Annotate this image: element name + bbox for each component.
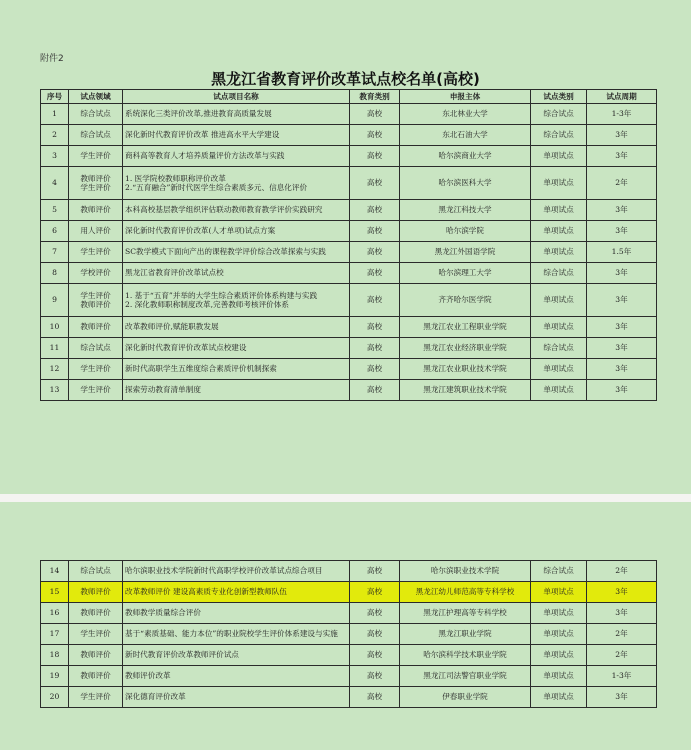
cell-type: 单项试点 [531,359,587,380]
table-row [41,200,657,221]
cell-category: 高校 [350,359,400,380]
cell-no: 7 [41,242,69,263]
cell-no: 5 [41,200,69,221]
cell-category: 高校 [350,666,400,687]
cell-field: 学生评价 [69,687,123,708]
cell-field: 综合试点 [69,561,123,582]
col-header-project: 试点项目名称 [123,90,350,104]
cell-period: 3年 [587,221,657,242]
cell-project: 深化新时代教育评价改革(人才单项)试点方案 [123,221,350,242]
cell-no: 4 [41,167,69,200]
col-header-type: 试点类别 [531,90,587,104]
cell-type: 单项试点 [531,624,587,645]
cell-period: 2年 [587,624,657,645]
cell-applicant: 黑龙江外国语学院 [400,242,531,263]
cell-category: 高校 [350,561,400,582]
cell-applicant: 哈尔滨医科大学 [400,167,531,200]
cell-period: 3年 [587,125,657,146]
cell-type: 单项试点 [531,221,587,242]
cell-no: 10 [41,317,69,338]
table-row [41,104,657,125]
cell-project: 哈尔滨职业技术学院新时代高职学校评价改革试点综合项目 [123,561,350,582]
cell-category: 高校 [350,221,400,242]
cell-applicant: 黑龙江幼儿师范高等专科学校 [400,582,531,603]
table-row [41,666,657,687]
cell-applicant: 东北林业大学 [400,104,531,125]
table-row [41,380,657,401]
table-row [41,624,657,645]
table-row [41,284,657,317]
cell-project: 新时代高职学生五维度综合素质评价机制探索 [123,359,350,380]
cell-type: 单项试点 [531,687,587,708]
cell-type: 单项试点 [531,284,587,317]
cell-project: 深化新时代教育评价改革试点校建设 [123,338,350,359]
cell-field: 综合试点 [69,125,123,146]
cell-category: 高校 [350,603,400,624]
table-row [41,645,657,666]
cell-project: 商科高等教育人才培养质量评价方法改革与实践 [123,146,350,167]
document-title: 黑龙江省教育评价改革试点校名单(高校) [211,70,480,88]
cell-category: 高校 [350,125,400,146]
cell-category: 高校 [350,146,400,167]
cell-type: 单项试点 [531,666,587,687]
cell-applicant: 黑龙江职业学院 [400,624,531,645]
cell-category: 高校 [350,338,400,359]
table-row [41,603,657,624]
cell-no: 13 [41,380,69,401]
cell-no: 8 [41,263,69,284]
cell-type: 综合试点 [531,338,587,359]
col-header-field: 试点领域 [69,90,123,104]
cell-period: 3年 [587,603,657,624]
table-row [41,263,657,284]
table-row [41,338,657,359]
cell-field: 教师评价 [69,200,123,221]
cell-project: 1. 医学院校教师职称评价改革 2.“五育融合”新时代医学生综合素质多元、信息化评价 [123,167,350,200]
cell-period: 3年 [587,380,657,401]
cell-project: 探索劳动教育清单制度 [123,380,350,401]
cell-project: 教师教学质量综合评价 [123,603,350,624]
cell-no: 15 [41,582,69,603]
cell-field: 教师评价 [69,317,123,338]
table-row [41,167,657,200]
cell-no: 18 [41,645,69,666]
cell-type: 单项试点 [531,242,587,263]
cell-period: 3年 [587,338,657,359]
table-row [41,561,657,582]
cell-category: 高校 [350,624,400,645]
cell-period: 3年 [587,317,657,338]
cell-no: 19 [41,666,69,687]
cell-applicant: 哈尔滨理工大学 [400,263,531,284]
cell-category: 高校 [350,242,400,263]
cell-category: 高校 [350,167,400,200]
cell-field: 教师评价 [69,603,123,624]
cell-project: 改革教师评价 建设高素质专业化创新型教师队伍 [123,582,350,603]
cell-type: 单项试点 [531,645,587,666]
cell-period: 1-3年 [587,666,657,687]
table-row [41,146,657,167]
cell-applicant: 黑龙江护理高等专科学校 [400,603,531,624]
cell-type: 单项试点 [531,200,587,221]
cell-field: 教师评价 [69,666,123,687]
cell-no: 20 [41,687,69,708]
cell-field: 学生评价 [69,242,123,263]
cell-no: 11 [41,338,69,359]
cell-applicant: 黑龙江科技大学 [400,200,531,221]
cell-type: 单项试点 [531,603,587,624]
table-row [41,242,657,263]
cell-no: 14 [41,561,69,582]
cell-category: 高校 [350,582,400,603]
col-header-period: 试点周期 [587,90,657,104]
cell-type: 单项试点 [531,380,587,401]
cell-category: 高校 [350,104,400,125]
attachment-label: 附件2 [40,54,64,64]
cell-project: 基于“素质基础、能力本位”的职业院校学生评价体系建设与实施 [123,624,350,645]
table-row [41,317,657,338]
cell-field: 教师评价 学生评价 [69,167,123,200]
cell-period: 2年 [587,645,657,666]
cell-field: 学校评价 [69,263,123,284]
cell-no: 3 [41,146,69,167]
cell-applicant: 黑龙江建筑职业技术学院 [400,380,531,401]
cell-type: 单项试点 [531,582,587,603]
cell-type: 综合试点 [531,561,587,582]
cell-project: 系统深化三类评价改革,推进教育高质量发展 [123,104,350,125]
cell-no: 12 [41,359,69,380]
cell-type: 综合试点 [531,263,587,284]
table-row [41,221,657,242]
cell-period: 3年 [587,146,657,167]
cell-period: 3年 [587,359,657,380]
pilot-schools-table [40,89,657,401]
cell-applicant: 哈尔滨职业技术学院 [400,561,531,582]
cell-field: 学生评价 [69,380,123,401]
cell-type: 单项试点 [531,146,587,167]
cell-category: 高校 [350,687,400,708]
cell-no: 2 [41,125,69,146]
cell-project: 新时代教育评价改革教师评价试点 [123,645,350,666]
cell-field: 综合试点 [69,104,123,125]
cell-category: 高校 [350,284,400,317]
cell-applicant: 哈尔滨学院 [400,221,531,242]
cell-period: 2年 [587,561,657,582]
cell-applicant: 齐齐哈尔医学院 [400,284,531,317]
cell-applicant: 黑龙江司法警官职业学院 [400,666,531,687]
cell-period: 3年 [587,284,657,317]
cell-period: 3年 [587,582,657,603]
cell-type: 单项试点 [531,167,587,200]
cell-field: 教师评价 [69,645,123,666]
cell-period: 3年 [587,687,657,708]
table-row [41,359,657,380]
cell-project: 教师评价改革 [123,666,350,687]
col-header-no: 序号 [41,90,69,104]
cell-period: 3年 [587,200,657,221]
table-row [41,125,657,146]
cell-field: 综合试点 [69,338,123,359]
cell-no: 17 [41,624,69,645]
cell-project: 黑龙江省教育评价改革试点校 [123,263,350,284]
cell-project: 1. 基于“五育”并举的大学生综合素质评价体系构建与实践 2. 深化教师职称制度改革,完善教师考核评价体系 [123,284,350,317]
col-header-category: 教育类别 [350,90,400,104]
cell-no: 6 [41,221,69,242]
cell-applicant: 伊春职业学院 [400,687,531,708]
cell-field: 学生评价 [69,359,123,380]
cell-field: 学生评价 [69,146,123,167]
cell-type: 单项试点 [531,317,587,338]
cell-category: 高校 [350,317,400,338]
cell-type: 综合试点 [531,125,587,146]
table-row [41,687,657,708]
cell-applicant: 黑龙江农业经济职业学院 [400,338,531,359]
table-row [41,582,657,603]
cell-project: SC教学模式下面向产出的课程教学评价综合改革探索与实践 [123,242,350,263]
cell-field: 学生评价 [69,624,123,645]
cell-period: 2年 [587,167,657,200]
cell-field: 用人评价 [69,221,123,242]
cell-category: 高校 [350,263,400,284]
cell-category: 高校 [350,380,400,401]
cell-applicant: 哈尔滨商业大学 [400,146,531,167]
cell-project: 改革教师评价,赋能职教发展 [123,317,350,338]
cell-field: 教师评价 [69,582,123,603]
cell-period: 1-3年 [587,104,657,125]
cell-project: 深化新时代教育评价改革 推进高水平大学建设 [123,125,350,146]
col-header-applicant: 申报主体 [400,90,531,104]
cell-type: 综合试点 [531,104,587,125]
cell-no: 16 [41,603,69,624]
cell-project: 深化德育评价改革 [123,687,350,708]
cell-no: 1 [41,104,69,125]
cell-field: 学生评价 教师评价 [69,284,123,317]
cell-applicant: 东北石油大学 [400,125,531,146]
table-header-row [41,90,657,104]
cell-category: 高校 [350,200,400,221]
cell-applicant: 黑龙江农业工程职业学院 [400,317,531,338]
cell-period: 3年 [587,263,657,284]
cell-applicant: 黑龙江农业职业技术学院 [400,359,531,380]
cell-no: 9 [41,284,69,317]
cell-category: 高校 [350,645,400,666]
pilot-schools-table-continued [40,560,657,708]
cell-project: 本科高校基层教学组织评估联动教师教育教学评价实践研究 [123,200,350,221]
cell-period: 1.5年 [587,242,657,263]
cell-applicant: 哈尔滨科学技术职业学院 [400,645,531,666]
